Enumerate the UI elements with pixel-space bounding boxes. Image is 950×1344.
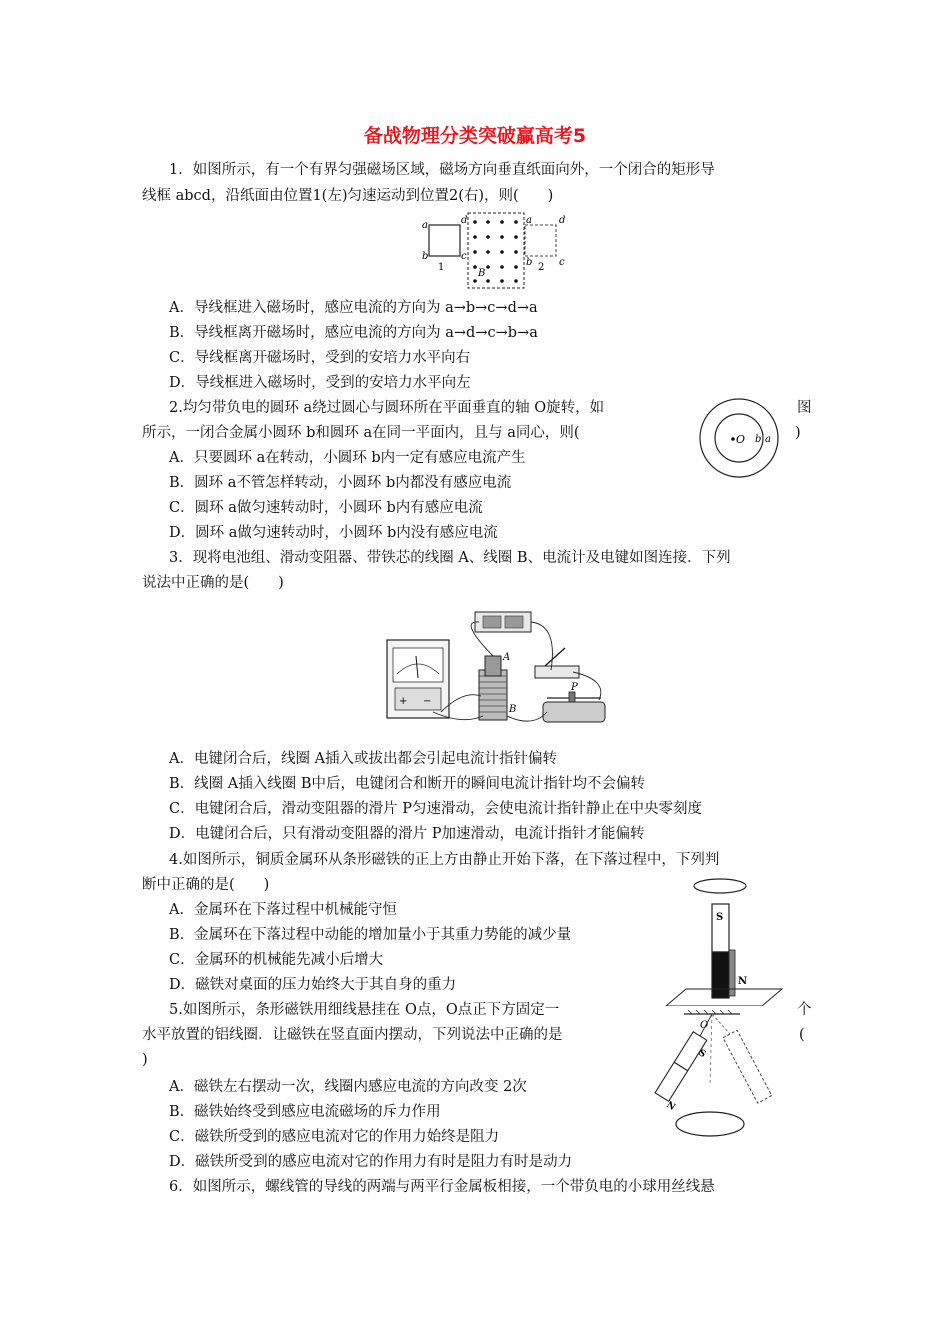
aluminum-coil: [676, 1112, 744, 1136]
label-P: P: [571, 682, 578, 693]
q5-option-c: C．磁铁所受到的感应电流对它的作用力始终是阻力: [169, 1129, 500, 1145]
frame-position-1: [429, 225, 460, 256]
q2-figure: [697, 396, 781, 480]
q4-option-d: D．磁铁对桌面的压力始终大于其自身的重力: [169, 977, 457, 993]
q3-option-a: A．电键闭合后，线圈 A插入或拔出都会引起电流计指针偏转: [169, 751, 558, 767]
label-d-left: d: [461, 215, 468, 226]
label-N: N: [664, 1100, 677, 1113]
vertical-line: [710, 1014, 712, 1086]
q6-stem-line1: 6．如图所示，螺线管的导线的两端与两平行金属板相接，一个带负电的小球用丝线悬: [169, 1179, 715, 1195]
q2-stem-line1-end: 图: [797, 400, 812, 416]
q3-figure: [383, 600, 623, 740]
magnet-north: [655, 1062, 688, 1101]
q4-stem-line1: 4.如图所示，铜质金属环从条形磁铁的正上方由静止开始下落，在下落过程中，下列判: [169, 852, 720, 868]
label-S: S: [716, 912, 724, 923]
magnet-north: [712, 952, 729, 998]
label-b: b: [755, 434, 762, 445]
page-title: 备战物理分类突破赢高考5: [363, 125, 587, 147]
q2-stem-line2-end: ): [795, 425, 801, 441]
label-O: O: [736, 433, 746, 446]
q5-option-d: D．磁铁所受到的感应电流对它的作用力有时是阻力有时是动力: [169, 1154, 573, 1170]
slider-P: [569, 692, 575, 702]
label-d-right: d: [559, 215, 566, 226]
q5-stem-line3: ): [142, 1052, 148, 1068]
coil-A: [485, 656, 501, 676]
q3-stem-line1: 3．现将电池组、滑动变阻器、带铁芯的线圈 A、线圈 B、电流计及电键如图连接．下列: [169, 550, 731, 566]
rheostat: [543, 702, 605, 722]
label-S: S: [696, 1048, 708, 1060]
q1-figure: [418, 210, 578, 292]
q5-stem-line1: 5.如图所示，条形磁铁用细线悬挂在 O点，O点正下方固定一: [169, 1002, 560, 1018]
q4-option-a: A．金属环在下落过程中机械能守恒: [169, 902, 397, 918]
label-c-left: c: [461, 251, 467, 262]
q2-stem-line1: 2.均匀带负电的圆环 a绕过圆心与圆环所在平面垂直的轴 O旋转，如: [169, 400, 605, 416]
switch: [535, 666, 579, 678]
label-B-field: B: [478, 268, 486, 279]
center-point: [731, 437, 735, 441]
q1-stem-line2: 线框 abcd，沿纸面由位置1(左)匀速运动到位置2(右)，则( ): [142, 188, 554, 204]
q3-option-c: C．电键闭合后，滑动变阻器的滑片 P匀速滑动，会使电流计指针静止在中央零刻度: [169, 801, 702, 817]
label-position-2: 2: [538, 262, 545, 273]
q3-stem-line2: 说法中正确的是( ): [142, 575, 284, 591]
q1-option-a: A．导线框进入磁场时，感应电流的方向为 a→b→c→d→a: [169, 300, 538, 316]
q5-stem-line1-end: 个: [797, 1002, 812, 1018]
q5-figure: [652, 1006, 782, 1144]
label-a-right: a: [526, 215, 532, 226]
q1-stem-line1: 1．如图所示，有一个有界匀强磁场区域，磁场方向垂直纸面向外，一个闭合的矩形导: [169, 162, 715, 178]
q1-option-d: D．导线框进入磁场时，受到的安培力水平向左: [169, 375, 471, 391]
label-B: B: [509, 704, 517, 715]
q2-option-c: C．圆环 a做匀速转动时，小圆环 b内有感应电流: [169, 500, 483, 516]
q5-stem-line2: 水平放置的铝线圈．让磁铁在竖直面内摆动，下列说法中正确的是: [142, 1027, 563, 1043]
q3-option-b: B．线圈 A插入线圈 B中后，电键闭合和断开的瞬间电流计指针均不会偏转: [169, 776, 645, 792]
label-a-left: a: [422, 220, 428, 231]
label-c-right: c: [559, 257, 565, 268]
q5-stem-line2-end: (: [799, 1027, 805, 1043]
copper-ring: [694, 879, 746, 893]
q1-option-b: B．导线框离开磁场时，感应电流的方向为 a→d→c→b→a: [169, 325, 538, 341]
label-O: O: [700, 1020, 709, 1031]
q1-option-c: C．导线框离开磁场时，受到的安培力水平向右: [169, 350, 471, 366]
terminal-minus: −: [423, 696, 432, 707]
label-b-right: b: [526, 257, 533, 268]
label-N: N: [738, 976, 748, 987]
magnet-ghost: [723, 1030, 772, 1103]
q2-stem-line2: 所示，一闭合金属小圆环 b和圆环 a在同一平面内，且与 a同心，则(: [142, 425, 580, 441]
q4-stem-line2: 断中正确的是( ): [142, 877, 270, 893]
q3-option-d: D．电键闭合后，只有滑动变阻器的滑片 P加速滑动，电流计指针才能偏转: [169, 826, 645, 842]
label-position-1: 1: [438, 262, 445, 273]
q4-figure: [660, 876, 786, 1006]
coil-B: [479, 670, 507, 720]
q2-option-a: A．只要圆环 a在转动，小圆环 b内一定有感应电流产生: [169, 450, 526, 466]
frame-position-2: [525, 225, 556, 256]
q5-option-b: B．磁铁始终受到感应电流磁场的斥力作用: [169, 1104, 441, 1120]
label-a: a: [765, 434, 771, 445]
q4-option-c: C．金属环的机械能先减小后增大: [169, 952, 384, 968]
terminal-plus: +: [399, 696, 408, 707]
q5-option-a: A．磁铁左右摆动一次，线圈内感应电流的方向改变 2次: [169, 1079, 527, 1095]
label-A: A: [503, 652, 511, 663]
q4-option-b: B．金属环在下落过程中动能的增加量小于其重力势能的减少量: [169, 927, 572, 943]
label-b-left: b: [422, 251, 429, 262]
q2-option-b: B．圆环 a不管怎样转动，小圆环 b内都没有感应电流: [169, 475, 512, 491]
q2-option-d: D．圆环 a做匀速转动时，小圆环 b内没有感应电流: [169, 525, 498, 541]
